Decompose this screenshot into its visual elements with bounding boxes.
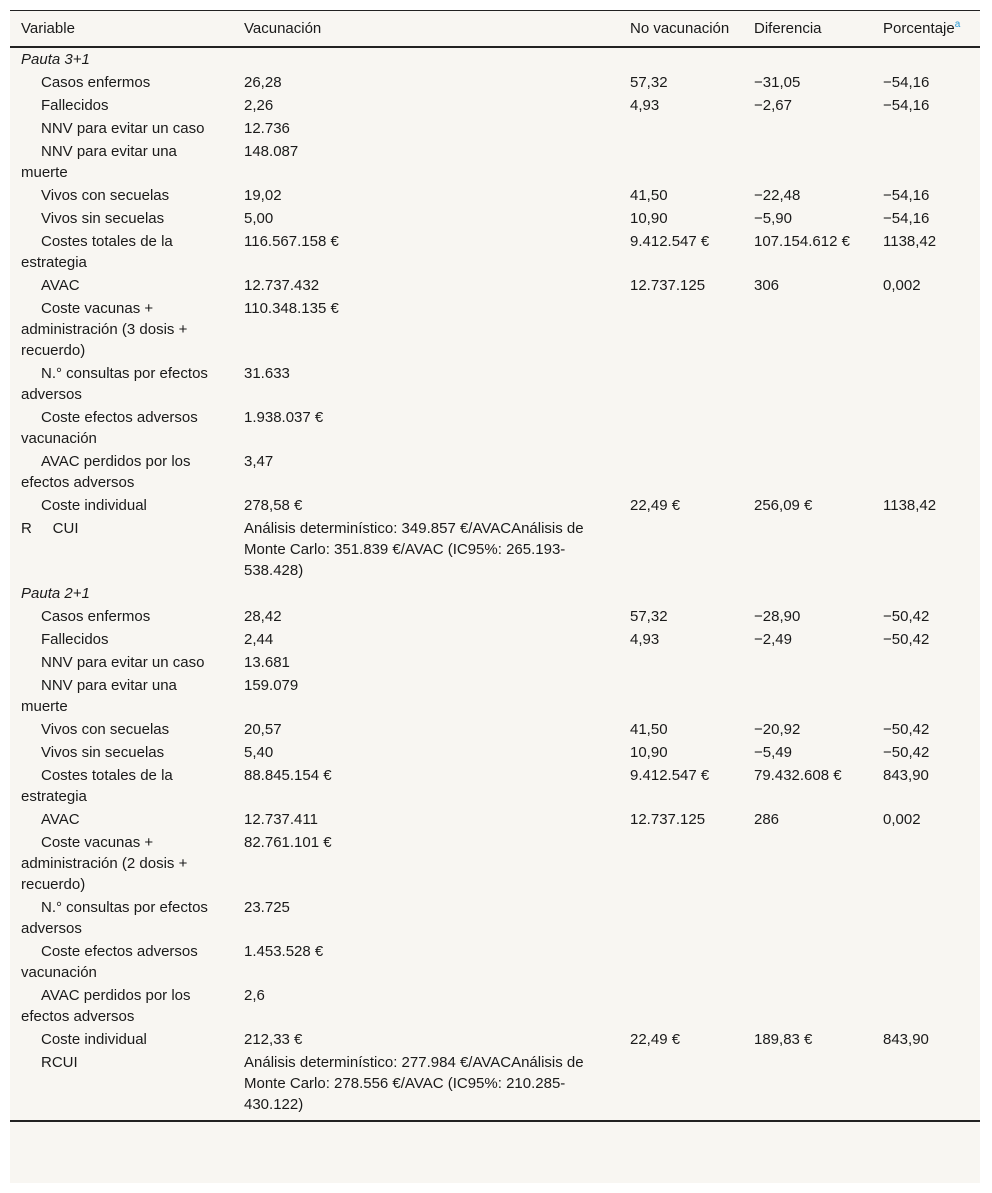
table-row xyxy=(10,628,980,651)
table-row xyxy=(10,207,980,230)
variable-cell xyxy=(10,494,233,517)
vacunacion-cell: 20,57 xyxy=(244,721,282,738)
table-row xyxy=(10,808,980,831)
variable-cell xyxy=(10,140,233,184)
variable-label: AVAC perdidos por los efectos adversos xyxy=(21,453,191,491)
table-container xyxy=(10,10,980,1183)
variable-label: NNV para evitar un caso xyxy=(41,654,205,671)
no-vacunacion-cell: 22,49 € xyxy=(630,497,681,514)
variable-label: Casos enfermos xyxy=(41,608,151,625)
table-row xyxy=(10,896,980,940)
vacunacion-cell: 2,6 xyxy=(244,987,265,1004)
variable-label: Costes totales de la estrategia xyxy=(21,233,173,271)
table-row xyxy=(10,674,980,718)
variable-label: Vivos sin secuelas xyxy=(41,210,165,227)
table-row xyxy=(10,362,980,406)
no-vacunacion-cell xyxy=(619,896,743,940)
no-vacunacion-cell: 22,49 € xyxy=(630,1031,681,1048)
variable-cell xyxy=(10,184,233,207)
vacunacion-cell: 1.938.037 € xyxy=(244,409,324,426)
porcentaje-cell xyxy=(872,362,980,406)
variable-cell xyxy=(10,1051,233,1121)
vacunacion-cell: 3,47 xyxy=(244,453,274,470)
variable-cell xyxy=(10,628,233,651)
variable-label: Coste efectos adversos vacunación xyxy=(21,943,198,981)
table-row xyxy=(10,1028,980,1051)
vacunacion-cell: Análisis determinístico: 349.857 €/AVACAnálisis de Monte Carlo: 351.839 €/AVAC (IC95%: 265.193-538.428) xyxy=(244,520,584,579)
no-vacunacion-cell xyxy=(619,362,743,406)
no-vacunacion-cell: 41,50 xyxy=(630,187,668,204)
diferencia-cell xyxy=(743,297,872,362)
porcentaje-cell xyxy=(872,651,980,674)
table-row xyxy=(10,605,980,628)
vacunacion-cell: 19,02 xyxy=(244,187,282,204)
variable-label: Costes totales de la estrategia xyxy=(21,767,173,805)
variable-cell xyxy=(10,406,233,450)
variable-cell xyxy=(10,741,233,764)
porcentaje-cell: 1138,42 xyxy=(883,233,937,250)
diferencia-cell xyxy=(743,140,872,184)
no-vacunacion-cell xyxy=(619,140,743,184)
porcentaje-cell xyxy=(872,297,980,362)
vacunacion-cell: 2,44 xyxy=(244,631,274,648)
porcentaje-cell xyxy=(872,831,980,896)
diferencia-cell: 189,83 € xyxy=(754,1031,813,1048)
vacunacion-cell: 28,42 xyxy=(244,608,282,625)
col-header-diferencia: Diferencia xyxy=(754,20,822,37)
table-row xyxy=(10,117,980,140)
table-row xyxy=(10,984,980,1028)
diferencia-cell: 286 xyxy=(754,811,780,828)
diferencia-cell xyxy=(743,362,872,406)
variable-label: Vivos con secuelas xyxy=(41,187,170,204)
table-row xyxy=(10,94,980,117)
diferencia-cell xyxy=(743,940,872,984)
diferencia-cell: 107.154.612 € xyxy=(754,233,850,250)
vacunacion-cell: 5,00 xyxy=(244,210,274,227)
variable-label: Fallecidos xyxy=(41,97,109,114)
diferencia-cell: −22,48 xyxy=(754,187,801,204)
no-vacunacion-cell xyxy=(619,406,743,450)
diferencia-cell xyxy=(743,674,872,718)
porcentaje-cell xyxy=(872,517,980,582)
col-header-vacunacion: Vacunación xyxy=(244,20,322,37)
variable-label: Coste vacunas + administración (3 dosis + recuerdo) xyxy=(21,300,188,359)
variable-cell xyxy=(10,207,233,230)
table-row xyxy=(10,517,980,582)
variable-label: Coste individual xyxy=(41,1031,147,1048)
porcentaje-cell: 843,90 xyxy=(883,767,929,784)
vacunacion-cell: 13.681 xyxy=(244,654,290,671)
variable-cell xyxy=(10,450,233,494)
diferencia-cell xyxy=(743,896,872,940)
table-row xyxy=(10,71,980,94)
diferencia-cell xyxy=(743,1051,872,1121)
vacunacion-cell: 82.761.101 € xyxy=(244,834,332,851)
table-row xyxy=(10,741,980,764)
no-vacunacion-cell xyxy=(619,117,743,140)
variable-cell xyxy=(10,362,233,406)
no-vacunacion-cell xyxy=(619,674,743,718)
variable-label: NNV para evitar una muerte xyxy=(21,143,177,181)
diferencia-cell xyxy=(743,117,872,140)
diferencia-cell: −31,05 xyxy=(754,74,801,91)
no-vacunacion-cell: 57,32 xyxy=(630,74,668,91)
variable-cell xyxy=(10,274,233,297)
porcentaje-cell: 843,90 xyxy=(883,1031,929,1048)
variable-cell xyxy=(10,94,233,117)
variable-cell xyxy=(10,674,233,718)
table-row xyxy=(10,450,980,494)
no-vacunacion-cell: 10,90 xyxy=(630,744,668,761)
diferencia-cell: −28,90 xyxy=(754,608,801,625)
no-vacunacion-cell: 4,93 xyxy=(630,97,660,114)
table-row xyxy=(10,140,980,184)
no-vacunacion-cell: 9.412.547 € xyxy=(630,767,710,784)
vacunacion-cell: 2,26 xyxy=(244,97,274,114)
diferencia-cell xyxy=(743,406,872,450)
variable-label: AVAC xyxy=(41,811,80,828)
diferencia-cell: 79.432.608 € xyxy=(754,767,842,784)
variable-cell xyxy=(10,718,233,741)
porcentaje-cell xyxy=(872,896,980,940)
diferencia-cell xyxy=(743,651,872,674)
no-vacunacion-cell: 12.737.125 xyxy=(630,277,706,294)
results-table xyxy=(10,10,980,1122)
col-header-no-vacunacion: No vacunación xyxy=(630,20,730,37)
variable-cell xyxy=(10,651,233,674)
diferencia-cell xyxy=(743,517,872,582)
porcentaje-label: Porcentaje xyxy=(883,20,955,37)
vacunacion-cell: 12.737.411 xyxy=(244,811,318,828)
variable-cell xyxy=(10,297,233,362)
variable-label: Casos enfermos xyxy=(41,74,151,91)
table-body xyxy=(10,47,980,1121)
vacunacion-cell: 12.736 xyxy=(244,120,290,137)
no-vacunacion-cell: 4,93 xyxy=(630,631,660,648)
table-row xyxy=(10,406,980,450)
diferencia-cell: −20,92 xyxy=(754,721,801,738)
diferencia-cell: −5,90 xyxy=(754,210,792,227)
porcentaje-cell xyxy=(872,406,980,450)
variable-cell xyxy=(10,940,233,984)
porcentaje-cell xyxy=(872,1051,980,1121)
no-vacunacion-cell xyxy=(619,831,743,896)
vacunacion-cell: 12.737.432 xyxy=(244,277,320,294)
porcentaje-cell xyxy=(872,674,980,718)
porcentaje-cell xyxy=(872,984,980,1028)
table-row xyxy=(10,184,980,207)
porcentaje-cell: 1138,42 xyxy=(883,497,937,514)
variable-cell xyxy=(10,1028,233,1051)
porcentaje-cell xyxy=(872,940,980,984)
variable-label: Coste individual xyxy=(41,497,147,514)
vacunacion-cell: 116.567.158 € xyxy=(244,233,339,250)
vacunacion-cell: 31.633 xyxy=(244,365,290,382)
variable-label: N.° consultas por efectos adversos xyxy=(21,899,208,937)
col-header-porcentaje xyxy=(872,11,980,48)
porcentaje-cell: −54,16 xyxy=(883,210,930,227)
diferencia-cell xyxy=(743,450,872,494)
group-row xyxy=(10,47,980,71)
no-vacunacion-cell xyxy=(619,940,743,984)
porcentaje-cell: −50,42 xyxy=(883,608,930,625)
variable-label: NNV para evitar una muerte xyxy=(21,677,177,715)
no-vacunacion-cell xyxy=(619,1051,743,1121)
variable-label: Vivos sin secuelas xyxy=(41,744,165,761)
table-row xyxy=(10,831,980,896)
table-row xyxy=(10,940,980,984)
vacunacion-cell: 5,40 xyxy=(244,744,274,761)
col-header-variable: Variable xyxy=(21,20,75,37)
table-row xyxy=(10,297,980,362)
porcentaje-cell xyxy=(872,117,980,140)
porcentaje-cell: −50,42 xyxy=(883,631,930,648)
vacunacion-cell: 1.453.528 € xyxy=(244,943,324,960)
no-vacunacion-cell xyxy=(619,651,743,674)
table-row xyxy=(10,274,980,297)
diferencia-cell: −2,67 xyxy=(754,97,792,114)
variable-label: Vivos con secuelas xyxy=(41,721,170,738)
porcentaje-cell xyxy=(872,140,980,184)
table-row xyxy=(10,651,980,674)
vacunacion-cell: 159.079 xyxy=(244,677,299,694)
no-vacunacion-cell: 9.412.547 € xyxy=(630,233,710,250)
variable-cell: R CUI xyxy=(21,520,79,537)
vacunacion-cell: 110.348.135 € xyxy=(244,300,339,317)
diferencia-cell: −5,49 xyxy=(754,744,792,761)
variable-cell xyxy=(10,605,233,628)
variable-label: RCUI xyxy=(41,1054,78,1071)
table-row xyxy=(10,494,980,517)
diferencia-cell: 306 xyxy=(754,277,780,294)
table-row xyxy=(10,764,980,808)
vacunacion-cell: 26,28 xyxy=(244,74,282,91)
vacunacion-cell: 148.087 xyxy=(244,143,299,160)
variable-cell xyxy=(10,984,233,1028)
variable-cell xyxy=(10,808,233,831)
porcentaje-cell: −50,42 xyxy=(883,744,930,761)
no-vacunacion-cell xyxy=(619,517,743,582)
porcentaje-cell: −54,16 xyxy=(883,74,930,91)
porcentaje-cell: −54,16 xyxy=(883,187,930,204)
porcentaje-cell: −54,16 xyxy=(883,97,930,114)
variable-label: NNV para evitar un caso xyxy=(41,120,205,137)
vacunacion-cell: 278,58 € xyxy=(244,497,303,514)
variable-cell xyxy=(10,831,233,896)
variable-cell xyxy=(10,764,233,808)
group-title: Pauta 2+1 xyxy=(21,585,90,602)
diferencia-cell: −2,49 xyxy=(754,631,792,648)
variable-label: N.° consultas por efectos adversos xyxy=(21,365,208,403)
group-title: Pauta 3+1 xyxy=(21,51,90,68)
no-vacunacion-cell: 57,32 xyxy=(630,608,668,625)
variable-cell xyxy=(10,71,233,94)
table-row xyxy=(10,1051,980,1121)
footnote-marker[interactable]: a xyxy=(954,19,961,30)
table-row xyxy=(10,718,980,741)
no-vacunacion-cell: 12.737.125 xyxy=(630,811,706,828)
vacunacion-cell: 23.725 xyxy=(244,899,290,916)
variable-label: Coste efectos adversos vacunación xyxy=(21,409,198,447)
header-row xyxy=(10,11,980,48)
diferencia-cell xyxy=(743,984,872,1028)
vacunacion-cell: 88.845.154 € xyxy=(244,767,332,784)
no-vacunacion-cell: 41,50 xyxy=(630,721,668,738)
porcentaje-cell: 0,002 xyxy=(883,277,921,294)
no-vacunacion-cell xyxy=(619,297,743,362)
porcentaje-cell xyxy=(872,450,980,494)
table-row xyxy=(10,230,980,274)
variable-cell xyxy=(10,230,233,274)
diferencia-cell xyxy=(743,831,872,896)
no-vacunacion-cell: 10,90 xyxy=(630,210,668,227)
no-vacunacion-cell xyxy=(619,984,743,1028)
variable-label: AVAC perdidos por los efectos adversos xyxy=(21,987,191,1025)
vacunacion-cell: 212,33 € xyxy=(244,1031,303,1048)
variable-label: AVAC xyxy=(41,277,80,294)
variable-cell xyxy=(10,117,233,140)
porcentaje-cell: −50,42 xyxy=(883,721,930,738)
porcentaje-cell: 0,002 xyxy=(883,811,921,828)
variable-label: Coste vacunas + administración (2 dosis + recuerdo) xyxy=(21,834,188,893)
diferencia-cell: 256,09 € xyxy=(754,497,813,514)
no-vacunacion-cell xyxy=(619,450,743,494)
group-row xyxy=(10,582,980,605)
variable-cell xyxy=(10,896,233,940)
variable-label: Fallecidos xyxy=(41,631,109,648)
vacunacion-cell: Análisis determinístico: 277.984 €/AVACAnálisis de Monte Carlo: 278.556 €/AVAC (IC95%: 210.285-430.122) xyxy=(244,1054,584,1113)
